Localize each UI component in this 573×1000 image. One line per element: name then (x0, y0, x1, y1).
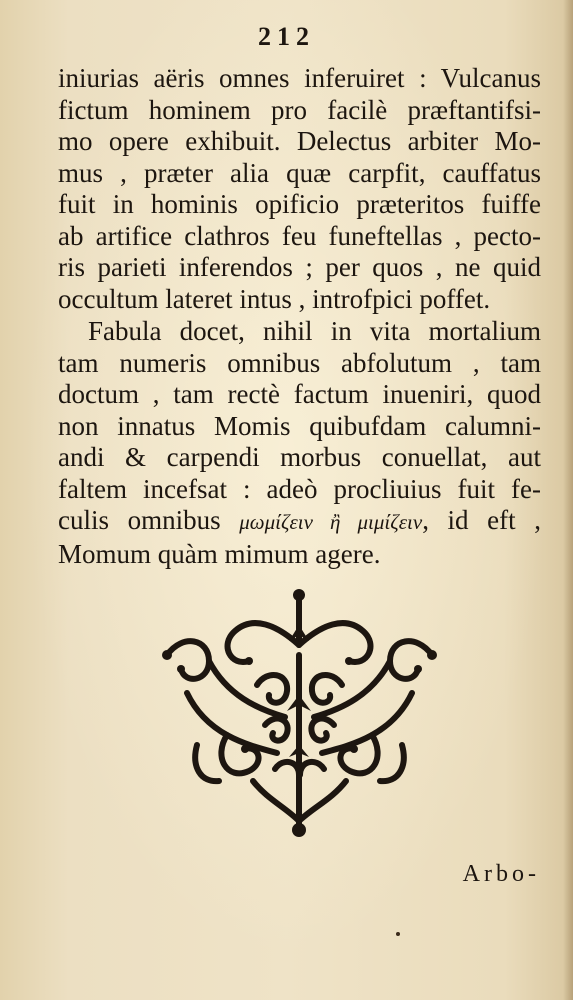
text-line: Momum quàm mimum agere. (58, 538, 381, 569)
page-number: 212 (258, 22, 315, 51)
text-line: occultum lateret intus , introfpici poffet. (58, 283, 491, 314)
text-line (58, 505, 541, 539)
text-line: doctum , tam rectè factum inueniri, quod (58, 379, 541, 409)
text-line: faltem incefsat : adeò procliuius fuit fe- (58, 473, 541, 504)
text-segment: culis omnibus (58, 505, 221, 535)
text-line: ab artifice clathros feu funeftellas , pecto- (58, 220, 541, 251)
text-line: ris parieti inferendos ; per quos , ne quid (58, 252, 541, 282)
text-line: iniurias aëris omnes inferuiret : Vulcanus (58, 63, 541, 93)
catchword: Arbo- (462, 861, 540, 887)
printers-ornament-icon (157, 585, 442, 840)
text-line: andi & carpendi morbus conuellat, aut (58, 442, 541, 472)
text-line: non innatus Momis quibufdam calumni- (58, 410, 541, 441)
text-line: mo opere exhibuit. Delectus arbiter Mo- (58, 126, 541, 156)
text-segment: , id eft , (422, 505, 541, 535)
ink-speck (396, 932, 400, 936)
text-line: fictum hominem pro facilè præftantifsi- (58, 94, 541, 125)
greek-phrase: μωμίζειν ἢ μιμίζειν (239, 510, 423, 534)
paragraph-2 (58, 316, 541, 570)
text-line: mus , præter alia quæ carpfit, cauffatus (58, 157, 541, 188)
paragraph-1 (58, 63, 541, 315)
text-line: fuit in hominis opificio præteritos fuiffe (58, 189, 541, 219)
text-line: Fabula docet, nihil in vita mortalium (88, 316, 541, 346)
text-line: tam numeris omnibus abfolutum , tam (58, 347, 541, 378)
page-edge-shadow (563, 0, 573, 1000)
